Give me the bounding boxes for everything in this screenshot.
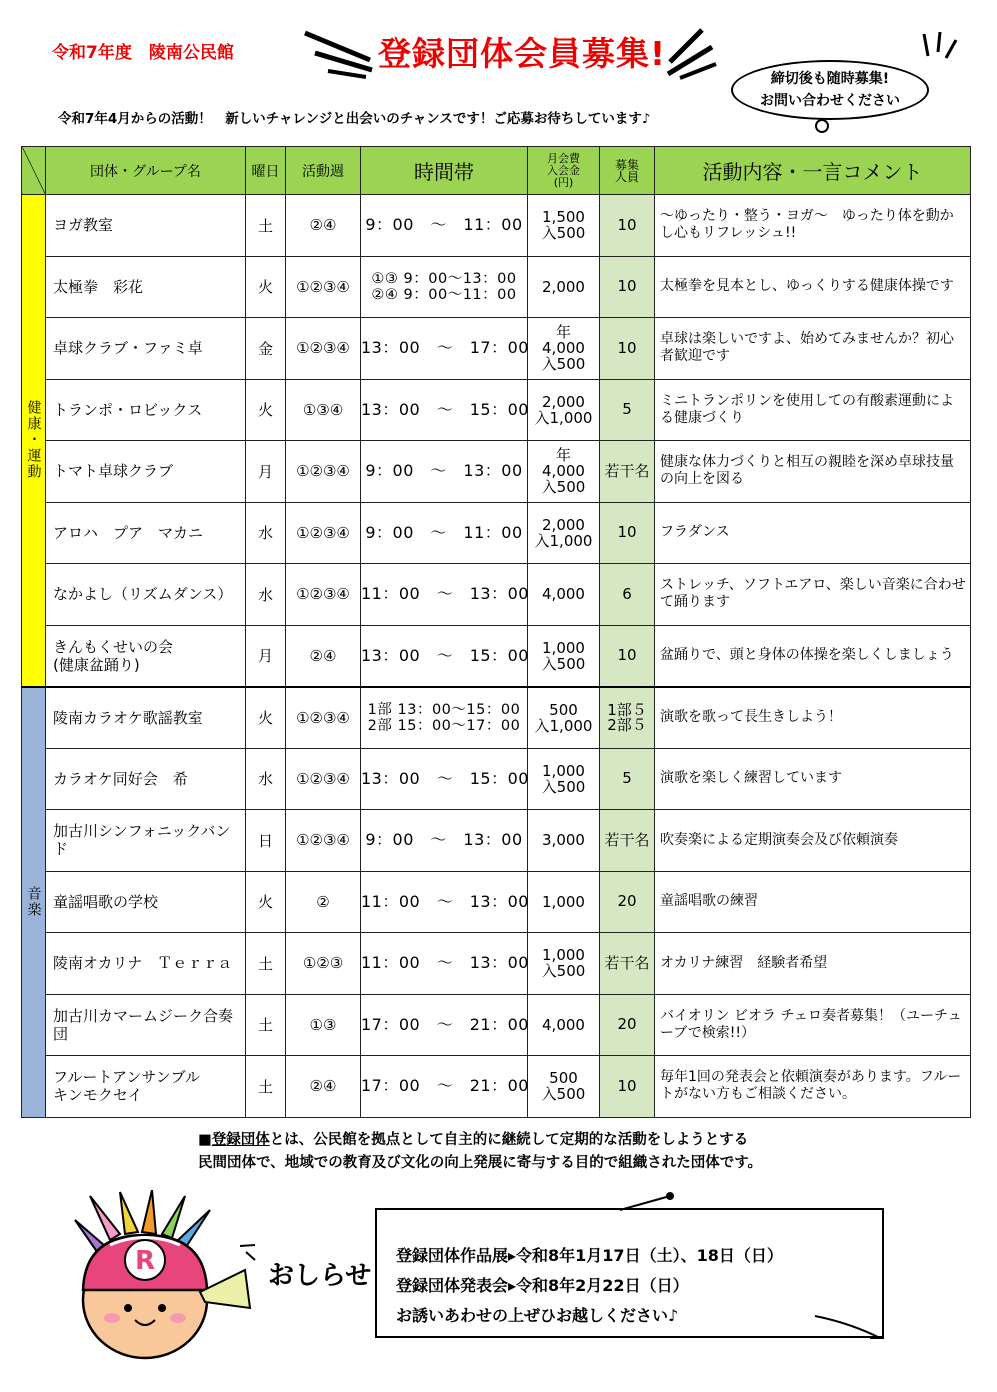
- group-fee: 2,000: [528, 256, 600, 318]
- table-row: [22, 379, 971, 441]
- table-row: [22, 748, 971, 810]
- header-corner: [22, 147, 46, 195]
- group-day: 火: [246, 379, 286, 441]
- category-music: 音楽: [22, 687, 46, 1118]
- group-day: 土: [246, 994, 286, 1056]
- group-time: 1部 13：00～15：00 2部 15：00～17：00: [361, 687, 528, 749]
- category-health: 健康・運動: [22, 195, 46, 687]
- group-week: ②④: [286, 195, 361, 257]
- bubble-accent: [912, 28, 972, 68]
- group-name: 加古川シンフォニックバンド: [46, 810, 246, 872]
- table-row: [22, 687, 971, 749]
- group-fee: 3,000: [528, 810, 600, 872]
- group-week: ①②③④: [286, 256, 361, 318]
- subtitle: 令和7年4月からの活動！ 新しいチャレンジと出会いのチャンスです！ご応募お待ちしています♪: [58, 111, 651, 127]
- group-name: 加古川カマームジーク合奏団: [46, 994, 246, 1056]
- group-day: 月: [246, 441, 286, 503]
- group-capacity: 若干名: [600, 810, 655, 872]
- group-time: ①③ 9：00～13：00 ②④ 9：00～11：00: [361, 256, 528, 318]
- group-name: 太極拳 彩花: [46, 256, 246, 318]
- group-fee: 1,500 入500: [528, 195, 600, 257]
- header-comment: 活動内容・一言コメント: [655, 147, 971, 195]
- group-week: ①③: [286, 994, 361, 1056]
- group-fee: 2,000 入1,000: [528, 379, 600, 441]
- group-day: 火: [246, 871, 286, 933]
- table-row: [22, 625, 971, 687]
- group-fee: 1,000 入500: [528, 748, 600, 810]
- table-row: [22, 810, 971, 872]
- group-time: 17：00 ～ 21：00: [361, 1056, 528, 1118]
- notice-heading: おしらせ: [268, 1261, 372, 1291]
- table-row: [22, 318, 971, 380]
- group-week: ①②③④: [286, 318, 361, 380]
- note-prefix: ■: [198, 1132, 212, 1148]
- group-capacity: 10: [600, 318, 655, 380]
- group-capacity: 10: [600, 1056, 655, 1118]
- group-capacity: 1部５ 2部５: [600, 687, 655, 749]
- table-row: [22, 564, 971, 626]
- group-fee: 500 入500: [528, 1056, 600, 1118]
- group-comment: バイオリン ビオラ チェロ奏者募集！（ユーチューブで検索!!）: [655, 994, 971, 1056]
- group-time: 13：00 ～ 17：00: [361, 318, 528, 380]
- header-week: 活動週: [286, 147, 361, 195]
- notice-line-1: 登録団体作品展▸令和8年1月17日（土）、18日（日）: [396, 1246, 783, 1265]
- group-capacity: 10: [600, 625, 655, 687]
- table-row: [22, 871, 971, 933]
- group-fee: 年 4,000 入500: [528, 441, 600, 503]
- group-capacity: 5: [600, 379, 655, 441]
- group-week: ①②③④: [286, 687, 361, 749]
- title-right-accent: [660, 22, 720, 82]
- group-name: なかよし（リズムダンス）: [46, 564, 246, 626]
- group-time: 9：00 ～ 13：00: [361, 441, 528, 503]
- group-capacity: 10: [600, 256, 655, 318]
- group-comment: 健康な体力づくりと相互の親睦を深め卓球技量の向上を図る: [655, 441, 971, 503]
- group-capacity: 10: [600, 195, 655, 257]
- table-row: [22, 933, 971, 995]
- group-name: 卓球クラブ・ファミ卓: [46, 318, 246, 380]
- group-name: 童謡唱歌の学校: [46, 871, 246, 933]
- group-week: ①②③④: [286, 748, 361, 810]
- group-time: 13：00 ～ 15：00: [361, 748, 528, 810]
- table-row: [22, 502, 971, 564]
- group-name: 陵南オカリナ Ｔｅｒｒａ: [46, 933, 246, 995]
- group-name: ヨガ教室: [46, 195, 246, 257]
- header-name: 団体・グループ名: [46, 147, 246, 195]
- table-row: [22, 994, 971, 1056]
- group-day: 日: [246, 810, 286, 872]
- group-day: 火: [246, 256, 286, 318]
- group-comment: 演歌を楽しく練習しています: [655, 748, 971, 810]
- notice-lines: [396, 1241, 783, 1331]
- group-day: 金: [246, 318, 286, 380]
- group-day: 土: [246, 933, 286, 995]
- group-day: 水: [246, 502, 286, 564]
- note-line-2: 民間団体で、地域での教育及び文化の向上発展に寄与する目的で組織された団体です。: [198, 1155, 763, 1171]
- note-term: 登録団体: [211, 1132, 270, 1148]
- group-day: 火: [246, 687, 286, 749]
- group-name: アロハ プア マカニ: [46, 502, 246, 564]
- group-comment: 演歌を歌って長生きしよう！: [655, 687, 971, 749]
- group-comment: 盆踊りで、頭と身体の体操を楽しくしましょう: [655, 625, 971, 687]
- bubble-tail: [815, 119, 829, 133]
- definition-note: [198, 1129, 762, 1175]
- mascot-cap-letter: R: [134, 1246, 156, 1276]
- group-week: ①②③④: [286, 810, 361, 872]
- group-name: カラオケ同好会 希: [46, 748, 246, 810]
- group-capacity: 10: [600, 502, 655, 564]
- group-day: 月: [246, 625, 286, 687]
- group-day: 土: [246, 195, 286, 257]
- bubble-line-1: 締切後も随時募集!: [770, 71, 890, 87]
- note-line-1: [198, 1129, 762, 1152]
- group-day: 水: [246, 564, 286, 626]
- group-time: 13：00 ～ 15：00: [361, 625, 528, 687]
- table-header-row: [22, 147, 971, 195]
- group-time: 11：00 ～ 13：00: [361, 871, 528, 933]
- group-time: 17：00 ～ 21：00: [361, 994, 528, 1056]
- group-time: 11：00 ～ 13：00: [361, 933, 528, 995]
- group-name: トランポ・ロビックス: [46, 379, 246, 441]
- group-day: 水: [246, 748, 286, 810]
- group-fee: 1,000 入500: [528, 933, 600, 995]
- table-row: [22, 195, 971, 257]
- table-row: [22, 256, 971, 318]
- group-capacity: 20: [600, 994, 655, 1056]
- group-week: ①②③④: [286, 564, 361, 626]
- group-comment: ミニトランポリンを使用しての有酸素運動による健康づくり: [655, 379, 971, 441]
- group-comment: 毎年1回の発表会と依頼演奏があります。フルートがない方もご相談ください。: [655, 1056, 971, 1118]
- group-comment: 吹奏楽による定期演奏会及び依頼演奏: [655, 810, 971, 872]
- group-capacity: 若干名: [600, 933, 655, 995]
- group-time: 9：00 ～ 11：00: [361, 195, 528, 257]
- group-week: ①②③④: [286, 502, 361, 564]
- table-row: [22, 441, 971, 503]
- group-week: ②④: [286, 1056, 361, 1118]
- group-name: トマト卓球クラブ: [46, 441, 246, 503]
- notice-line-2: 登録団体発表会▸令和8年2月22日（日）: [396, 1276, 689, 1295]
- group-comment: 卓球は楽しいですよ、始めてみませんか？初心者歓迎です: [655, 318, 971, 380]
- group-week: ②: [286, 871, 361, 933]
- group-comment: ストレッチ、ソフトエアロ、楽しい音楽に合わせて踊ります: [655, 564, 971, 626]
- group-week: ①②③: [286, 933, 361, 995]
- group-fee: 年 4,000 入500: [528, 318, 600, 380]
- notice-line-3: お誘いあわせの上ぜひお越しください♪: [396, 1306, 679, 1325]
- mascot-illustration: [50, 1190, 260, 1360]
- group-name: フルートアンサンブル キンモクセイ: [46, 1056, 246, 1118]
- note-line-1-rest: とは、公民館を拠点として自主的に継続して定期的な活動をしようとする: [269, 1132, 749, 1148]
- group-comment: オカリナ練習 経験者希望: [655, 933, 971, 995]
- group-capacity: 20: [600, 871, 655, 933]
- page-title: 登録団体会員募集!: [378, 34, 667, 73]
- title-left-accent: [300, 25, 380, 80]
- header-day: 曜日: [246, 147, 286, 195]
- group-comment: 太極拳を見本とし、ゆっくりする健康体操です: [655, 256, 971, 318]
- group-week: ②④: [286, 625, 361, 687]
- header-capacity: 募集 人員: [600, 147, 655, 195]
- group-fee: 1,000 入500: [528, 625, 600, 687]
- group-fee: 2,000 入1,000: [528, 502, 600, 564]
- table-row: [22, 1056, 971, 1118]
- header-time: 時間帯: [361, 147, 528, 195]
- group-time: 11：00 ～ 13：00: [361, 564, 528, 626]
- group-time: 9：00 ～ 13：00: [361, 810, 528, 872]
- groups-table: [21, 146, 971, 1118]
- group-capacity: 若干名: [600, 441, 655, 503]
- group-comment: 童謡唱歌の練習: [655, 871, 971, 933]
- group-comment: フラダンス: [655, 502, 971, 564]
- header-fee: 月会費 入会金 (円): [528, 147, 600, 195]
- group-fee: 4,000: [528, 564, 600, 626]
- group-name: きんもくせいの会 (健康盆踊り): [46, 625, 246, 687]
- group-fee: 1,000: [528, 871, 600, 933]
- group-capacity: 6: [600, 564, 655, 626]
- year-label: 令和7年度 陵南公民館: [52, 43, 234, 63]
- group-fee: 4,000: [528, 994, 600, 1056]
- group-week: ①③④: [286, 379, 361, 441]
- group-fee: 500 入1,000: [528, 687, 600, 749]
- group-name: 陵南カラオケ歌謡教室: [46, 687, 246, 749]
- group-week: ①②③④: [286, 441, 361, 503]
- group-comment: ～ゆったり・整う・ヨガ～ ゆったり体を動かし心もリフレッシュ!!: [655, 195, 971, 257]
- group-day: 土: [246, 1056, 286, 1118]
- deadline-bubble: [731, 60, 929, 120]
- group-capacity: 5: [600, 748, 655, 810]
- bubble-line-2: お問い合わせください: [760, 93, 900, 109]
- group-time: 9：00 ～ 11：00: [361, 502, 528, 564]
- group-time: 13：00 ～ 15：00: [361, 379, 528, 441]
